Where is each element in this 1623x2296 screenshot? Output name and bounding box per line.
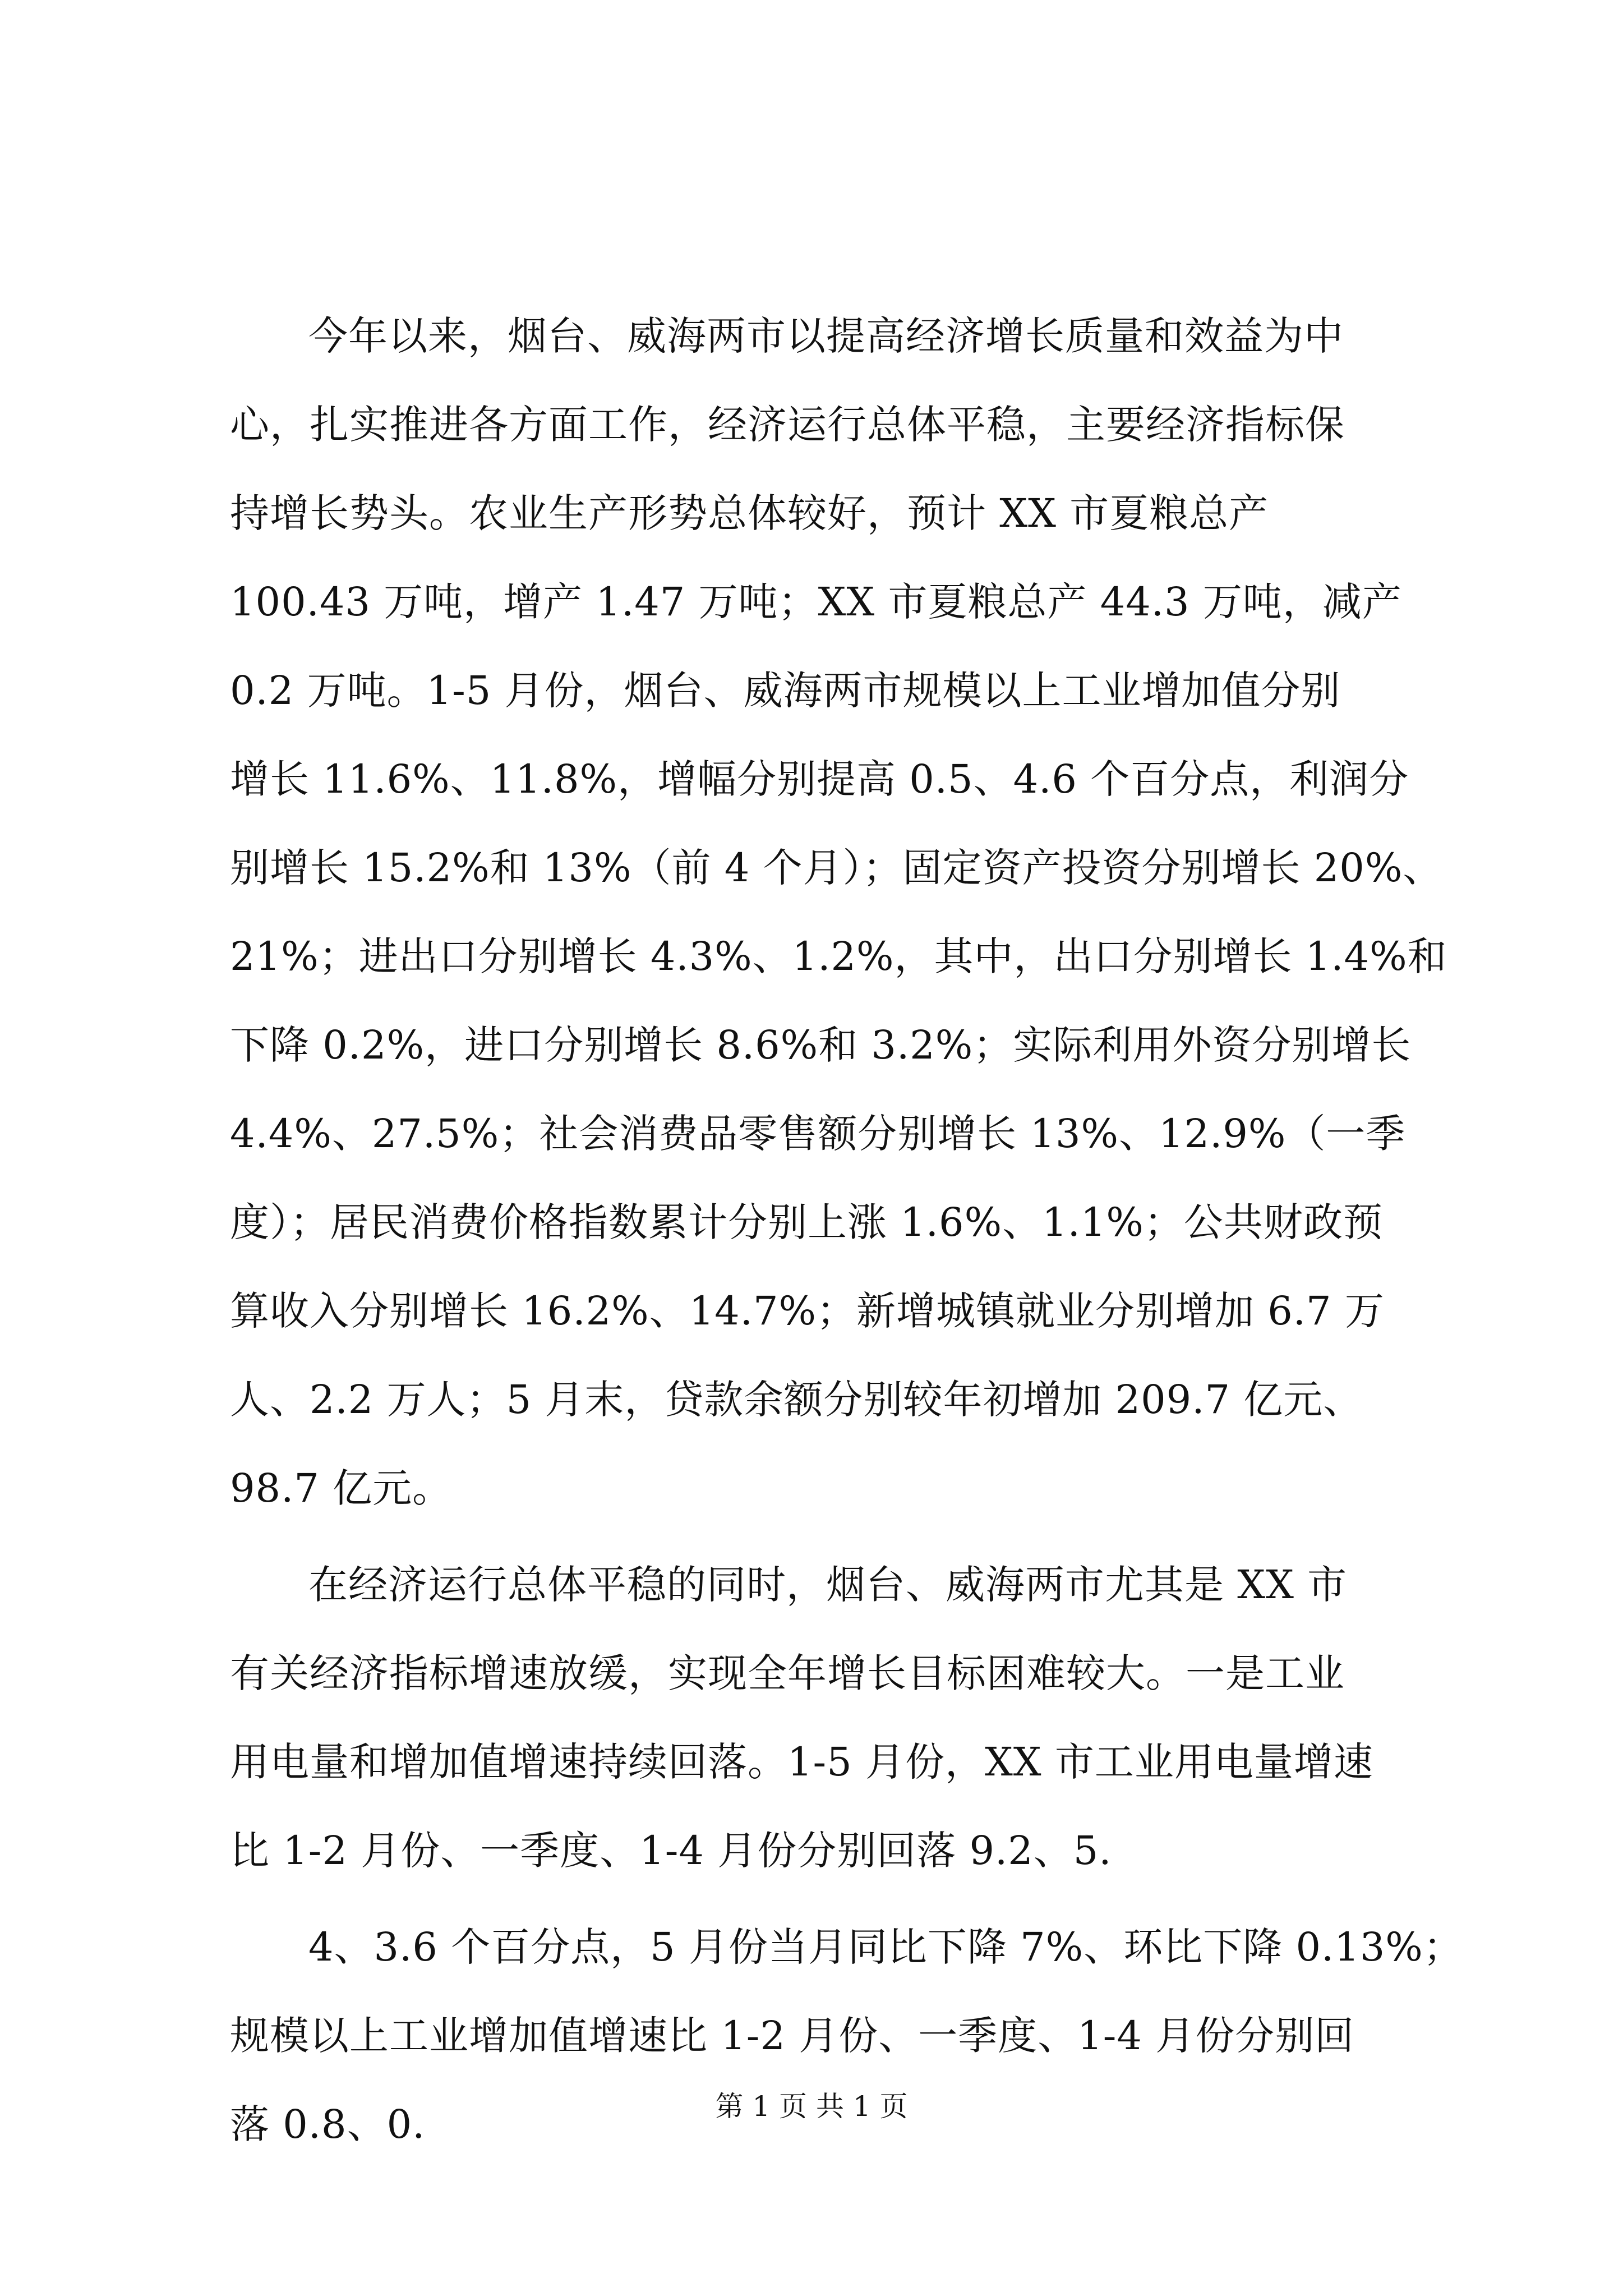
text-line: 持增长势头。农业生产形势总体较好，预计 XX 市夏粮总产 (230, 490, 1269, 536)
paragraph-1 (230, 292, 1447, 1533)
text-line: 98.7 亿元。 (230, 1465, 453, 1511)
paragraph-2 (230, 1540, 1436, 1895)
text-line: 有关经济指标增速放缓，实现全年增长目标困难较大。一是工业 (230, 1650, 1345, 1696)
text-line: 规模以上工业增加值增速比 1-2 月份、一季度、1-4 月份分别回 (230, 2013, 1355, 2059)
text-line: 算收入分别增长 16.2%、14.7%；新增城镇就业分别增加 6.7 万 (230, 1288, 1385, 1334)
text-line: 度）；居民消费价格指数累计分别上涨 1.6%、1.1%；公共财政预 (230, 1199, 1383, 1245)
text-line: 落 0.8、0. (230, 2101, 426, 2147)
text-line: 下降 0.2%，进口分别增长 8.6%和 3.2%；实际利用外资分别增长 (230, 1022, 1412, 1068)
text-line: 人、2.2 万人；5 月末，贷款余额分别较年初增加 209.7 亿元、 (230, 1377, 1363, 1423)
text-line: 4、3.6 个百分点，5 月份当月同比下降 7%、环比下降 0.13%； (308, 1924, 1463, 1970)
page-footer (0, 2087, 1623, 2126)
text-line: 增长 11.6%、11.8%，增幅分别提高 0.5、4.6 个百分点，利润分 (230, 756, 1409, 802)
text-line: 心，扎实推进各方面工作，经济运行总体平稳，主要经济指标保 (230, 402, 1345, 448)
text-line: 21%；进出口分别增长 4.3%、1.2%，其中，出口分别增长 1.4%和 (230, 933, 1447, 979)
text-line: 0.2 万吨。1-5 月份，烟台、威海两市规模以上工业增加值分别 (230, 668, 1341, 714)
text-line: 比 1-2 月份、一季度、1-4 月份分别回落 9.2、5. (230, 1828, 1112, 1874)
text-line: 4.4%、27.5%；社会消费品零售额分别增长 13%、12.9%（一季 (230, 1111, 1406, 1157)
text-line: 在经济运行总体平稳的同时，烟台、威海两市尤其是 XX 市 (308, 1562, 1348, 1608)
paragraph-3 (230, 1903, 1463, 2169)
text-line: 今年以来，烟台、威海两市以提高经济增长质量和效益为中 (308, 313, 1344, 359)
page-number-label: 第 1 页 共 1 页 (715, 2090, 908, 2123)
document-body (230, 292, 1463, 2169)
text-line: 别增长 15.2%和 13%（前 4 个月）；固定资产投资分别增长 20%、 (230, 845, 1443, 891)
text-line: 用电量和增加值增速持续回落。1-5 月份，XX 市工业用电量增速 (230, 1739, 1373, 1785)
text-line: 100.43 万吨，增产 1.47 万吨；XX 市夏粮总产 44.3 万吨，减产 (230, 579, 1402, 625)
